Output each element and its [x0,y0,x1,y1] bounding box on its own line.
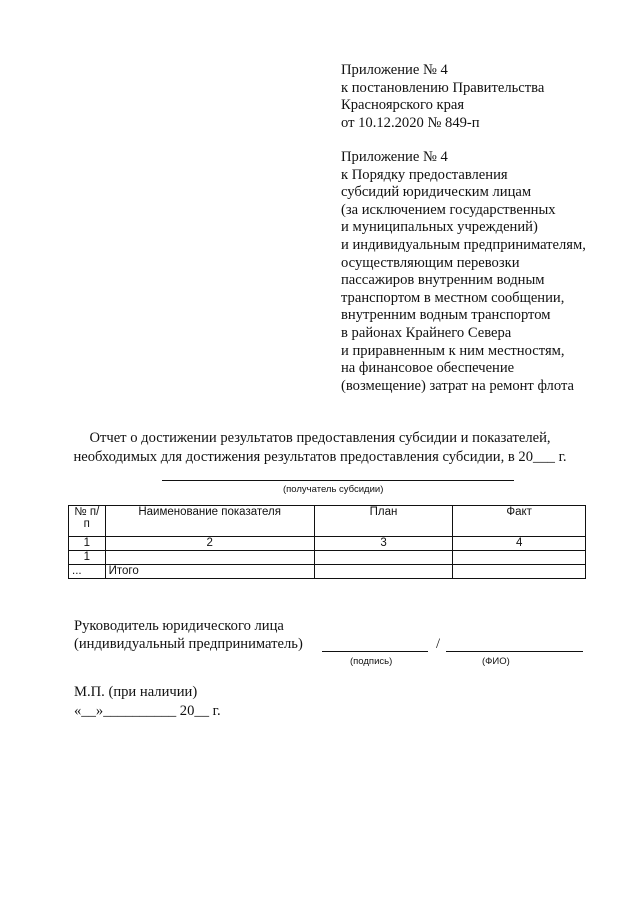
appendix-2-line: пассажиров внутренним водным [341,272,545,289]
appendix-2-line: транспортом в местном сообщении, [341,289,565,306]
appendix-2-line: осуществляющим перевозки [341,254,520,271]
table-index-row [69,537,586,551]
signature-title-line-2: (индивидуальный предприниматель) [74,636,303,652]
table-cell: 1 [69,537,106,551]
header-plan: План [314,506,453,537]
appendix-2-line: и индивидуальным предпринимателям, [341,236,586,253]
table-cell [105,551,314,565]
table-cell: 3 [314,537,453,551]
table-cell: Итого [105,565,314,579]
appendix-1-line: от 10.12.2020 № 849-п [341,114,480,131]
signature-caption: (подпись) [350,656,393,667]
table-header-row [69,506,586,537]
fio-line [446,651,583,652]
header-number: № п/п [69,506,106,537]
report-title [0,429,640,467]
signature-line [322,651,428,652]
appendix-2-line: Приложение № 4 [341,149,448,165]
table-cell: 2 [105,537,314,551]
table-cell: ... [69,565,106,579]
appendix-1-line: к постановлению Правительства [341,79,545,96]
recipient-caption: (получатель субсидии) [283,484,384,495]
appendix-1-line: Приложение № 4 [341,62,448,78]
table-cell [314,565,453,579]
table-row-total [69,565,586,579]
fio-caption: (ФИО) [482,656,510,667]
appendix-1-header [341,62,544,132]
appendix-2-header [341,149,586,395]
indicators-table [68,505,586,579]
appendix-2-line: к Порядку предоставления [341,166,508,183]
table-cell: 4 [453,537,586,551]
appendix-2-line: (возмещение) затрат на ремонт флота [341,377,574,394]
table-cell: 1 [69,551,106,565]
recipient-line [162,480,514,481]
appendix-2-line: на финансовое обеспечение [341,360,515,377]
table-row [69,551,586,565]
date-line: «__»__________ 20__ г. [74,703,221,719]
header-fact: Факт [453,506,586,537]
appendix-2-line: в районах Крайнего Севера [341,324,512,341]
header-indicator-name: Наименование показателя [105,506,314,537]
appendix-2-line: (за исключением государственных [341,201,556,218]
table-cell [453,565,586,579]
signature-slash: / [436,636,441,652]
appendix-2-line: внутренним водным транспортом [341,307,551,324]
appendix-1-line: Красноярского края [341,97,465,114]
appendix-2-line: и муниципальных учреждений) [341,219,538,236]
appendix-2-line: и приравненным к ним местностям, [341,342,565,359]
table-cell [314,551,453,565]
stamp-note: М.П. (при наличии) [74,684,198,700]
appendix-2-line: субсидий юридическим лицам [341,184,532,201]
report-title-line-1: Отчет о достижении результатов предоставления субсидии и показателей, [89,430,551,446]
report-title-line-2: необходимых для достижения результатов предоставления субсидии, в 20___ г. [73,449,567,465]
signature-title-line-1: Руководитель юридического лица [74,618,284,634]
table-cell [453,551,586,565]
